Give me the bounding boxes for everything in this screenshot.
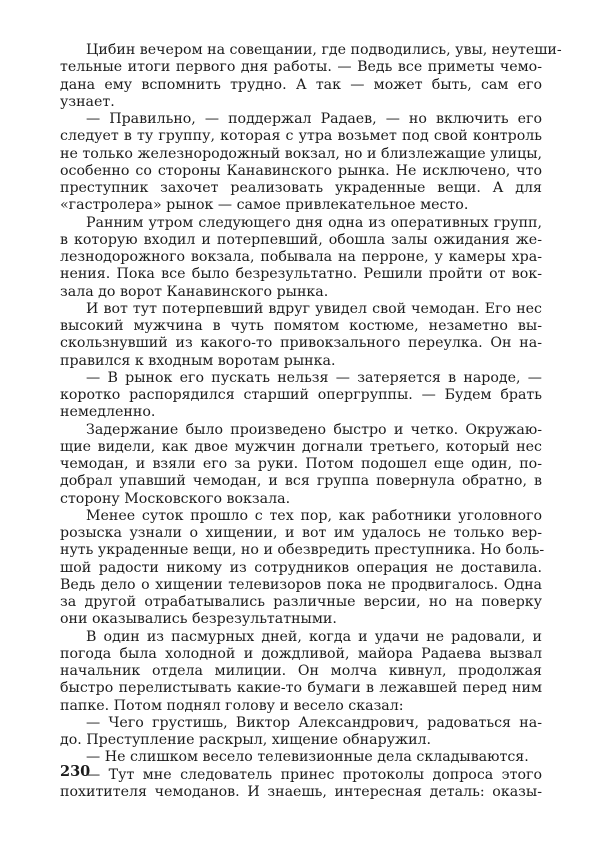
text-line: за другой отрабатывались различные версии, но на поверку <box>60 594 542 610</box>
text-line: следует в ту группу, которая с утра возьмет под свой контроль <box>60 128 542 145</box>
text-line: зала до ворот Канавинского рынка. <box>60 283 329 300</box>
text-line: они оказывались безрезультатными. <box>60 611 337 628</box>
text-line: преступник захочет реализовать украденные вещи. А для <box>60 180 542 196</box>
paragraph <box>60 629 542 715</box>
paragraph <box>60 715 542 750</box>
paragraph <box>60 507 545 629</box>
text-line: Ранним утром следующего дня одна из оперативных групп, <box>86 214 542 231</box>
text-line: В один из пасмурных дней, когда и удачи не радовали, и <box>86 628 542 645</box>
paragraph <box>60 767 542 802</box>
paragraph <box>60 111 542 215</box>
text-line: — Тут мне следователь принес протоколы допроса этого <box>86 766 542 783</box>
text-line: — Не слишком весело телевизионные дела складываются. <box>86 749 529 766</box>
text-line: Ведь дело о хищении телевизоров пока не продвигалось. Одна <box>60 576 542 593</box>
text-line: правился к входным воротам рынка. <box>60 352 336 369</box>
text-line: дана ему вспомнить трудно. А так — может быть, сам его <box>60 76 542 93</box>
text-line: Менее суток прошло с тех пор, как работники уголовного <box>86 507 542 524</box>
text-line: шой радости никому из сотрудников операция не доставила. <box>60 559 542 576</box>
text-line: добрал упавший чемодан, и вся группа повернула обратно, в <box>60 473 542 490</box>
paragraph <box>60 370 542 422</box>
text-line: щие видели, как двое мужчин догнали третьего, который нес <box>60 438 542 455</box>
text-line: не только железнородожный вокзал, но и близлежащие улицы, <box>60 145 542 162</box>
paragraph <box>60 215 542 301</box>
body-text <box>60 42 562 801</box>
paragraph <box>60 42 562 111</box>
text-line: папке. Потом поднял голову и весело сказал: <box>60 697 404 714</box>
text-line: похитителя чемоданов. И знаешь, интересная деталь: оказы- <box>60 783 542 800</box>
text-line: до. Преступление раскрыл, хищение обнаружил. <box>60 732 432 748</box>
text-line: высокий мужчина в чуть помятом костюме, незаметно вы- <box>60 318 542 334</box>
text-line: нения. Пока все было безрезультатно. Решили пройти от вок- <box>60 266 542 283</box>
text-line: Цибин вечером на совещании, где подводились, увы, неутеши- <box>86 42 562 58</box>
paragraph <box>60 422 542 508</box>
text-line: погода была холодной и дождливой, майора Радаева вызвал <box>60 645 542 662</box>
paragraph <box>60 301 542 370</box>
text-line: начальник отдела милиции. Он молча кивнул, продолжая <box>60 663 542 679</box>
text-line: — Чего грустишь, Виктор Александрович, радоваться на- <box>86 714 542 731</box>
text-line: коротко распорядился старший опергруппы. — Будем брать <box>60 387 542 403</box>
text-line: — Правильно, — поддержал Радаев, — но включить его <box>86 111 542 127</box>
text-line: скользнувший из какого-то привокзального переулка. Он на- <box>60 335 542 352</box>
text-line: лезнодорожного вокзала, побывала на перроне, у камеры хра- <box>60 249 542 265</box>
text-line: немедленно. <box>60 404 156 421</box>
text-line: тельные итоги первого дня работы. — Ведь все приметы чемо- <box>60 59 542 76</box>
text-line: чемодан, и взяли его за руки. Потом подошел еще один, по- <box>60 456 542 472</box>
page-number: 230 <box>60 763 91 780</box>
text-line: быстро перелистывать какие-то бумаги в лежавшей перед ним <box>60 680 542 697</box>
text-line: нуть украденные вещи, но и обезвредить преступника. Но боль- <box>60 542 545 559</box>
text-line: особенно со стороны Канавинского рынка. Не исключено, что <box>60 162 542 179</box>
paragraph <box>60 749 542 766</box>
text-line: Задержание было произведено быстро и четко. Окружаю- <box>86 421 542 438</box>
text-line: «гастролера» рынок — самое привлекательное место. <box>60 197 469 214</box>
text-line: сторону Московского вокзала. <box>60 490 291 507</box>
text-line: — В рынок его пускать нельзя — затеряется в народе, — <box>86 369 542 386</box>
text-line: розыска узнали о хищении, и вот им удалось не только вер- <box>60 525 542 541</box>
text-line: И вот тут потерпевший вдруг увидел свой чемодан. Его нес <box>86 300 542 317</box>
text-line: узнает. <box>60 93 115 110</box>
text-line: в которую входил и потерпевший, обошла залы ожидания же- <box>60 231 542 248</box>
